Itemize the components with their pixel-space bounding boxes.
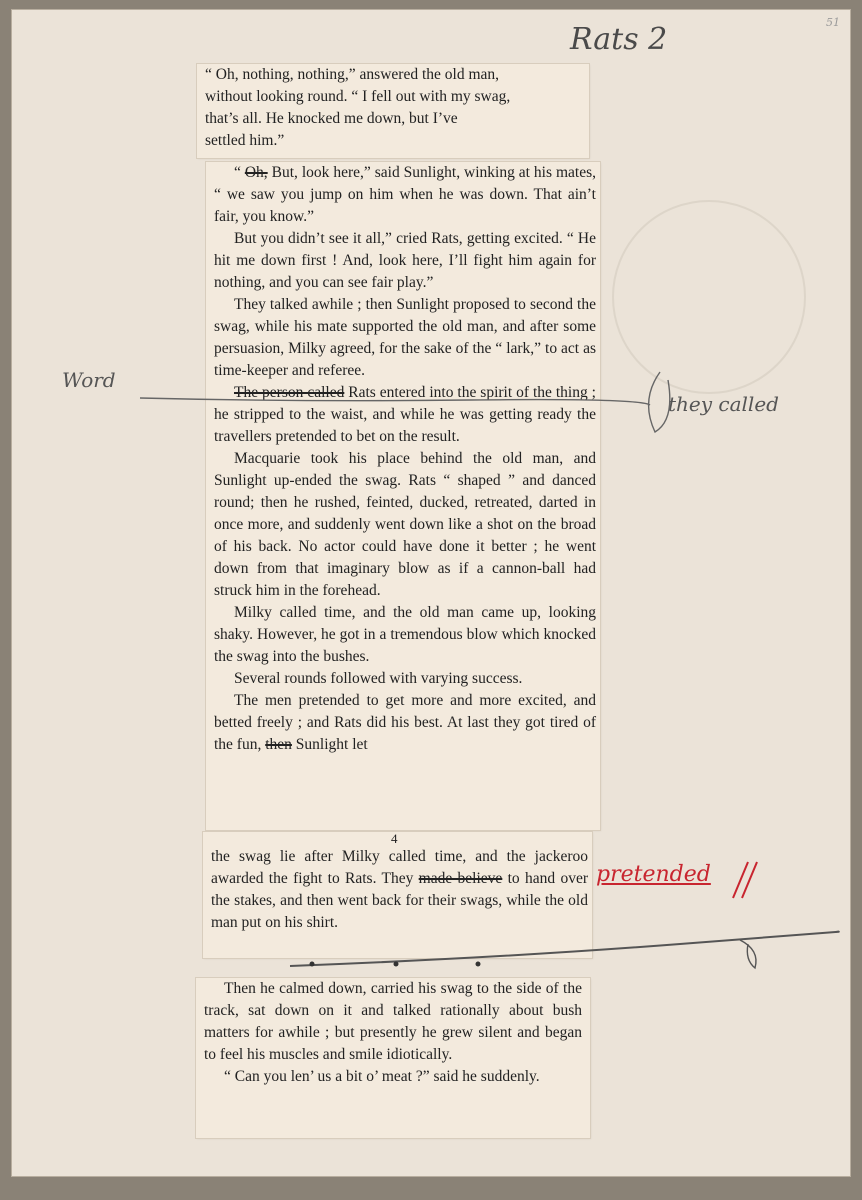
clip2-paragraph-1 <box>214 162 596 228</box>
clip1-line-4: settled him.” <box>205 132 285 149</box>
clip2-p8-struck: then <box>265 736 292 753</box>
clip2-p1-start: “ <box>234 164 245 181</box>
clip1-line-3: that’s all. He knocked me down, but I’ve <box>205 110 458 127</box>
clipping-1 <box>197 64 589 158</box>
clip2-paragraph-3: They talked awhile ; then Sunlight proposed to second the swag, while his mate supported the old man, and after some persuasion, Milky agreed, for the sake of the “ lark,” to act as time-keeper and referee. <box>214 296 596 379</box>
clip2-p8-start: The men pretended to get more and more excited, and betted freely ; and Rats did his best. At last they got tired of the fun, <box>214 692 596 753</box>
clip2-paragraph-8 <box>214 690 596 756</box>
clipping-2 <box>206 162 600 830</box>
clip2-p1-struck: Oh, <box>244 164 268 181</box>
clip3-struck: made believe <box>418 870 503 887</box>
clip3-paragraph <box>211 846 588 934</box>
clip4-paragraph-2: “ Can you len’ us a bit o’ meat ?” said he suddenly. <box>224 1068 540 1085</box>
clip2-p8-rest: Sunlight let <box>291 736 368 753</box>
clip2-paragraph-5: Macquarie took his place behind the old man, and Sunlight up-ended the swag. Rats “ shaped ” and danced round; then he rushed, feinted, ducked, retreated, darted in once more, and suddenly went down like a shot on the broad of his back. No actor could have done it better ; he went down from that imaginary blow as if a cannon-ball had struck him in the forehead. <box>214 450 596 599</box>
clip3-text-start: the swag lie after Milky called time, and the jackeroo awarded the fight to Rats. They <box>211 848 588 887</box>
clip2-p1-rest: But, look here,” said Sunlight, winking at his mates, “ we saw you jump on him when he was down. That ain’t fair, you know.” <box>214 164 596 225</box>
clip2-paragraph-7: Several rounds followed with varying success. <box>234 670 523 687</box>
clip2-paragraph-6: Milky called time, and the old man came up, looking shaky. However, he got in a tremendous blow which knocked the swag into the bushes. <box>214 604 596 665</box>
clip2-p4-struck: The person called <box>234 384 345 401</box>
annotation-corner-number: 51 <box>826 16 840 29</box>
clipping-3 <box>203 832 592 958</box>
clip2-paragraph-2: But you didn’t see it all,” cried Rats, getting excited. “ He hit me down first ! And, look here, I’ll fight him again for nothing, and you can see fair play.” <box>214 230 596 291</box>
clip2-paragraph-4 <box>214 382 596 448</box>
clip2-p4-rest: Rats entered into the spirit of the thing ; he stripped to the waist, and while he was getting ready the travellers pretended to bet on the result. <box>214 384 596 445</box>
clip1-line-2: without looking round. “ I fell out with my swag, <box>205 88 511 105</box>
clip3-text-rest: to hand over the stakes, and then went back for their swags, while the old man put on his shirt. <box>211 870 588 931</box>
clip1-line-1: “ Oh, nothing, nothing,” answered the old man, <box>205 66 500 83</box>
clipping-4 <box>196 978 590 1138</box>
annotation-right-margin: they called <box>668 392 779 416</box>
annotation-red-margin: pretended <box>596 862 711 887</box>
clip4-paragraph-1: Then he calmed down, carried his swag to the side of the track, sat down on it and talked rationally about bush matters for awhile ; but presently he grew silent and began to feel his muscles and smile idiotically. <box>204 980 582 1063</box>
faded-stamp <box>612 200 806 394</box>
annotation-top-right: Rats 2 <box>570 22 668 57</box>
annotation-left-margin: Word <box>62 368 116 392</box>
page-number: 4 <box>391 831 398 846</box>
